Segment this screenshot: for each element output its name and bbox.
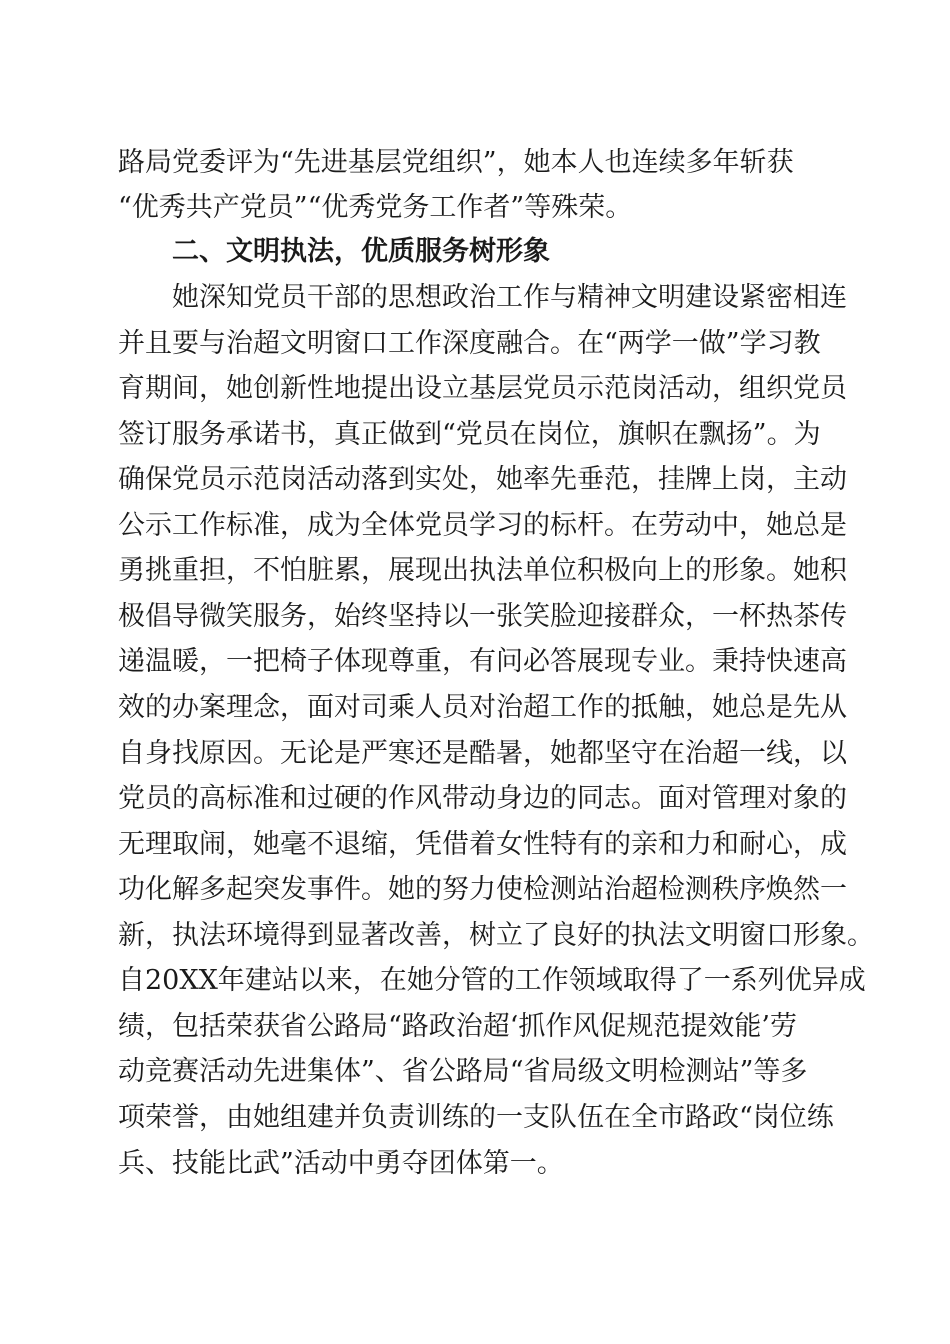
text-line: 自身找原因。无论是严寒还是酷暑，她都坚守在治超一线，以 — [118, 738, 847, 769]
text-line: 路局党委评为“先进基层党组织”，她本人也连续多年斩获 — [118, 147, 794, 178]
text-line: 递温暖，一把椅子体现尊重，有问必答展现专业。秉持快速高 — [118, 646, 847, 677]
text-line: 党员的高标准和过硬的作风带动身边的同志。面对管理对象的 — [118, 783, 847, 814]
text-line: 自20XX年建站以来，在她分管的工作领域取得了一系列优异成 — [118, 965, 866, 996]
text-line: 确保党员示范岗活动落到实处，她率先垂范，挂牌上岗，主动 — [118, 464, 847, 495]
section-heading: 二、文明执法，优质服务树形象 — [172, 236, 550, 267]
text-line: “优秀共产党员”“优秀党务工作者”等殊荣。 — [118, 192, 633, 223]
text-line: 极倡导微笑服务，始终坚持以一张笑脸迎接群众，一杯热茶传 — [118, 601, 847, 632]
text-line: 无理取闹，她毫不退缩，凭借着女性特有的亲和力和耐心，成 — [118, 829, 847, 860]
text-line: 她深知党员干部的思想政治工作与精神文明建设紧密相连 — [172, 282, 847, 313]
text-line: 新，执法环境得到显著改善，树立了良好的执法文明窗口形象。 — [118, 920, 874, 951]
text-line: 绩，包括荣获省公路局“路政治超‘抓作风促规范提效能’劳 — [118, 1011, 797, 1042]
text-line: 公示工作标准，成为全体党员学习的标杆。在劳动中，她总是 — [118, 510, 847, 541]
text-line: 兵、技能比武”活动中勇夺团体第一。 — [118, 1148, 564, 1179]
text-line: 功化解多起突发事件。她的努力使检测站治超检测秩序焕然一 — [118, 874, 847, 905]
text-line: 签订服务承诺书，真正做到“党员在岗位，旗帜在飘扬”。为 — [118, 419, 821, 450]
text-line: 效的办案理念，面对司乘人员对治超工作的抵触，她总是先从 — [118, 692, 847, 723]
text-line: 并且要与治超文明窗口工作深度融合。在“两学一做”学习教 — [118, 328, 821, 359]
text-line: 项荣誉，由她组建并负责训练的一支队伍在全市路政“岗位练 — [118, 1102, 834, 1133]
text-line: 育期间，她创新性地提出设立基层党员示范岗活动，组织党员 — [118, 373, 847, 404]
text-line: 动竞赛活动先进集体”、省公路局“省局级文明检测站”等多 — [118, 1056, 808, 1087]
text-line: 勇挑重担，不怕脏累，展现出执法单位积极向上的形象。她积 — [118, 555, 847, 586]
